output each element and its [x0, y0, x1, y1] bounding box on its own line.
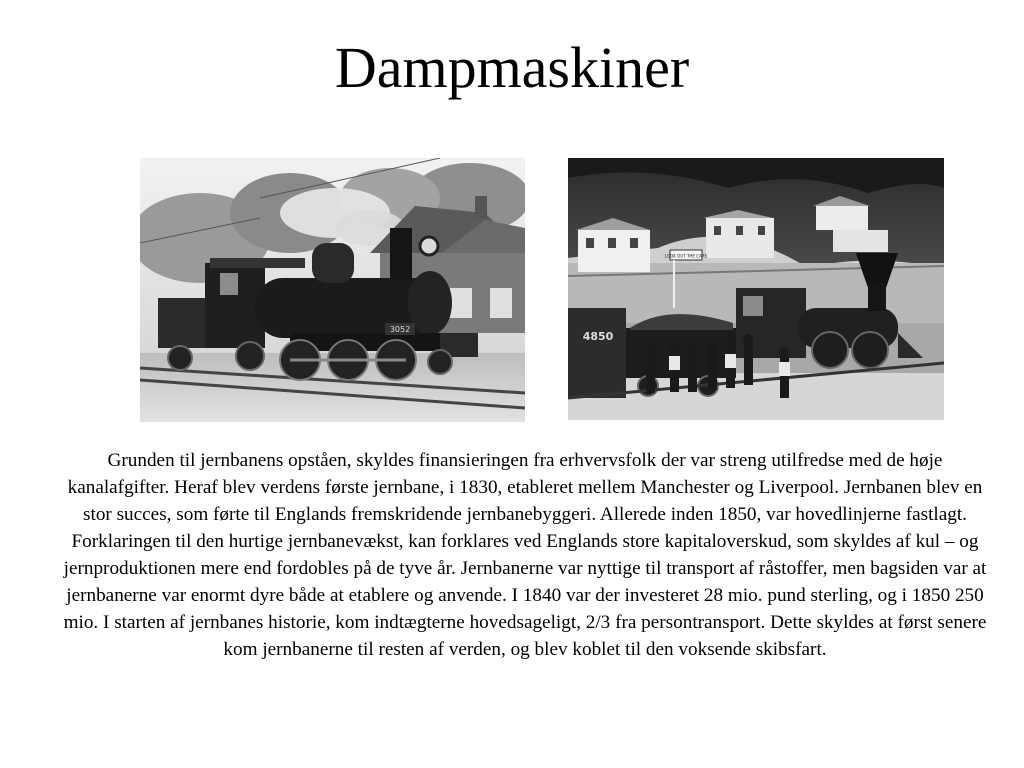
boxcar-number: 4850	[582, 330, 614, 343]
locomotive-photo	[140, 158, 525, 422]
train-crew-photo	[568, 158, 944, 420]
slide-title: Dampmaskiner	[334, 35, 690, 100]
body-paragraph: Grunden til jernbanens opståen, skyldes finansieringen fra erhvervsfolk der var streng utilfredse med de høje kanalafgifter. Heraf blev verdens første jernbane, i 1830, etableret mellem Manchester og Liverpool. Jernbanen blev en stor succes, som førte til Englands fremskridende jernbanebyggeri. Allerede inden 1850, var hovedlinjerne fastlagt. Forklaringen til den hurtige jernbanevækst, kan forklares ved Englands store kapitaloverskud, som skyldes af kul – og jernproduktionen mere end fordobles på de tyve år. Jernbanerne var nyttige til transport af råstoffer, men bagsiden var at jernbanerne var enormt dyre både at etablere og anvende. I 1840 var der investeret 28 mio. pund sterling, og i 1850 250 mio. I starten af jernbanes historie, kom indtægterne hovedsageligt, 2/3 fra persontransport. Dette skyldes at først senere kom jernbanerne til resten af verden, og blev koblet til den voksende skibsfart.	[63, 450, 987, 660]
locomotive-number: 3052	[389, 325, 411, 334]
warning-sign-text: LOOK OUT THE CARS	[664, 253, 708, 259]
